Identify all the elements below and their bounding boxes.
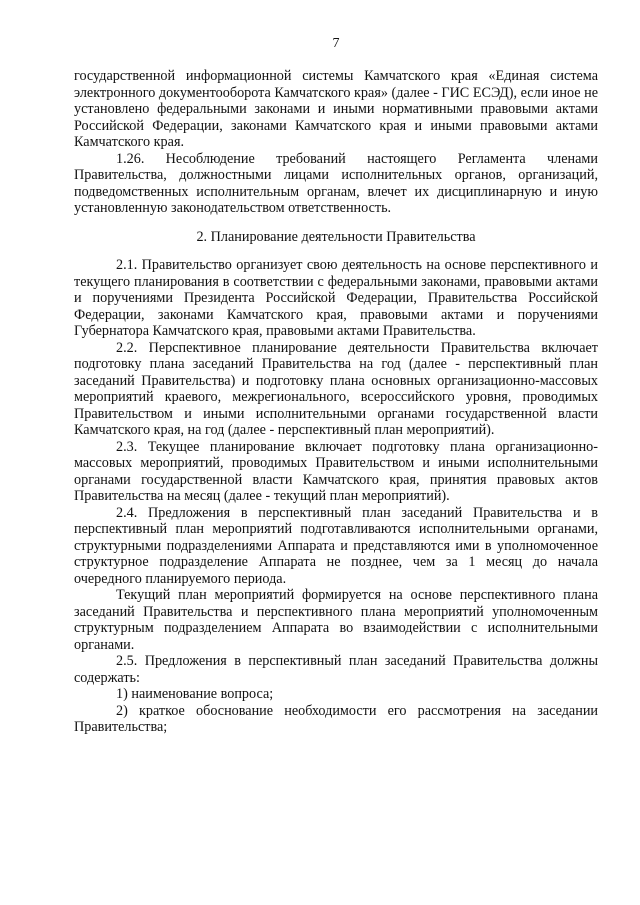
paragraph-2-4: 2.4. Предложения в перспективный план заседаний Правительства и в перспективный план мероприятий подготавливаются исполнительными органами, структурными подразделениями Аппарата и представляются ими в уполномоченное структурное подразделение Аппарата не позднее, чем за 1 месяц до начала очередного планируемого периода. [74, 504, 598, 587]
document-body [74, 68, 598, 736]
list-item-2: 2) краткое обоснование необходимости его рассмотрения на заседании Правительства; [74, 702, 598, 735]
paragraph-1-26: 1.26. Несоблюдение требований настоящего Регламента членами Правительства, должностными лицами исполнительных органов, организаций, подведомственных исполнительным органам, влечет их дисциплинарную и иную установленную законодательством ответственность. [74, 150, 598, 216]
list-item-1: 1) наименование вопроса; [116, 686, 274, 702]
paragraph-2-1: 2.1. Правительство организует свою деятельность на основе перспективного и текущего планирования в соответствии с федеральными законами, правовыми актами и поручениями Президента Российской Федерации, Правительства Российской Федерации, законами Камчатского края, правовыми актами и поручениями Губернатора Камчатского края, правовыми актами Правительства. [74, 257, 598, 339]
paragraph-current-plan: Текущий план мероприятий формируется на основе перспективного плана заседаний Правительства и перспективного плана мероприятий уполномоченным структурным подразделением Аппарата во взаимодействии с исполнительными органами. [74, 587, 598, 653]
page-number: 7 [332, 36, 340, 51]
paragraph-2-5: 2.5. Предложения в перспективный план заседаний Правительства должны содержать: [74, 653, 598, 686]
paragraph-2-2: 2.2. Перспективное планирование деятельности Правительства включает подготовку плана заседаний Правительства на год (далее - перспективный план заседаний Правительства) и подготовку плана основных организационно-массовых мероприятий краевого, межрегионального, всероссийского уровня, проводимых Правительством и иными исполнительными органами государственной власти Камчатского края, на год (далее - перспективный план мероприятий). [74, 339, 598, 438]
section-heading: 2. Планирование деятельности Правительства [196, 228, 476, 245]
paragraph-gis-esed-continuation: государственной информационной системы Камчатского края «Единая система электронного документооборота Камчатского края» (далее - ГИС ЕСЭД), если иное не установлено федеральными законами и иными нормативными правовыми актами Российской Федерации, законами Камчатского края и иными правовыми актами Камчатского края. [74, 68, 598, 150]
paragraph-2-3: 2.3. Текущее планирование включает подготовку плана организационно-массовых мероприятий, проводимых Правительством и иными исполнительными органами государственной власти Камчатского края, принятия правовых актов Правительства на месяц (далее - текущий план мероприятий). [74, 438, 598, 504]
document-page [74, 0, 598, 905]
